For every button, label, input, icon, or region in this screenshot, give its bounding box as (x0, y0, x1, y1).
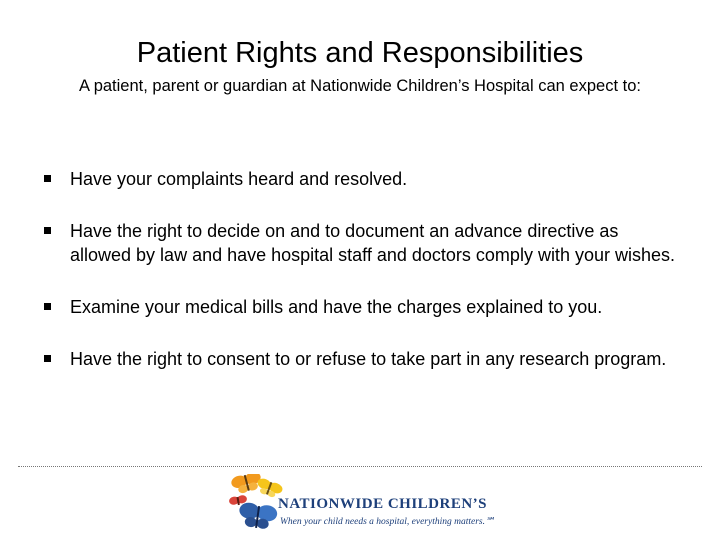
logo-tagline: When your child needs a hospital, everything matters.℠ (280, 517, 495, 527)
list-item (44, 167, 684, 191)
list-item-text: Have the right to decide on and to document an advance directive as allowed by law and have hospital staff and doctors comply with your wishes. (70, 221, 675, 265)
list-item-text: Have your complaints heard and resolved. (70, 169, 408, 189)
bullet-square-icon (44, 303, 51, 310)
page-title: Patient Rights and Responsibilities (136, 37, 584, 69)
footer-divider (18, 466, 702, 467)
bullet-square-icon (44, 355, 51, 362)
page-subtitle: A patient, parent or guardian at Nationwide Children’s Hospital can expect to: (79, 77, 641, 95)
bullet-square-icon (44, 227, 51, 234)
list-item (44, 219, 684, 267)
bullet-square-icon (44, 175, 51, 182)
list-item (44, 295, 684, 319)
hospital-logo (228, 474, 495, 534)
logo-wordmark: NATIONWIDE CHILDREN’S (278, 496, 488, 512)
butterflies-icon (228, 474, 284, 534)
list-item (44, 347, 684, 371)
list-item-text: Have the right to consent to or refuse to take part in any research program. (70, 349, 667, 369)
list-item-text: Examine your medical bills and have the charges explained to you. (70, 297, 603, 317)
rights-list (44, 167, 684, 399)
